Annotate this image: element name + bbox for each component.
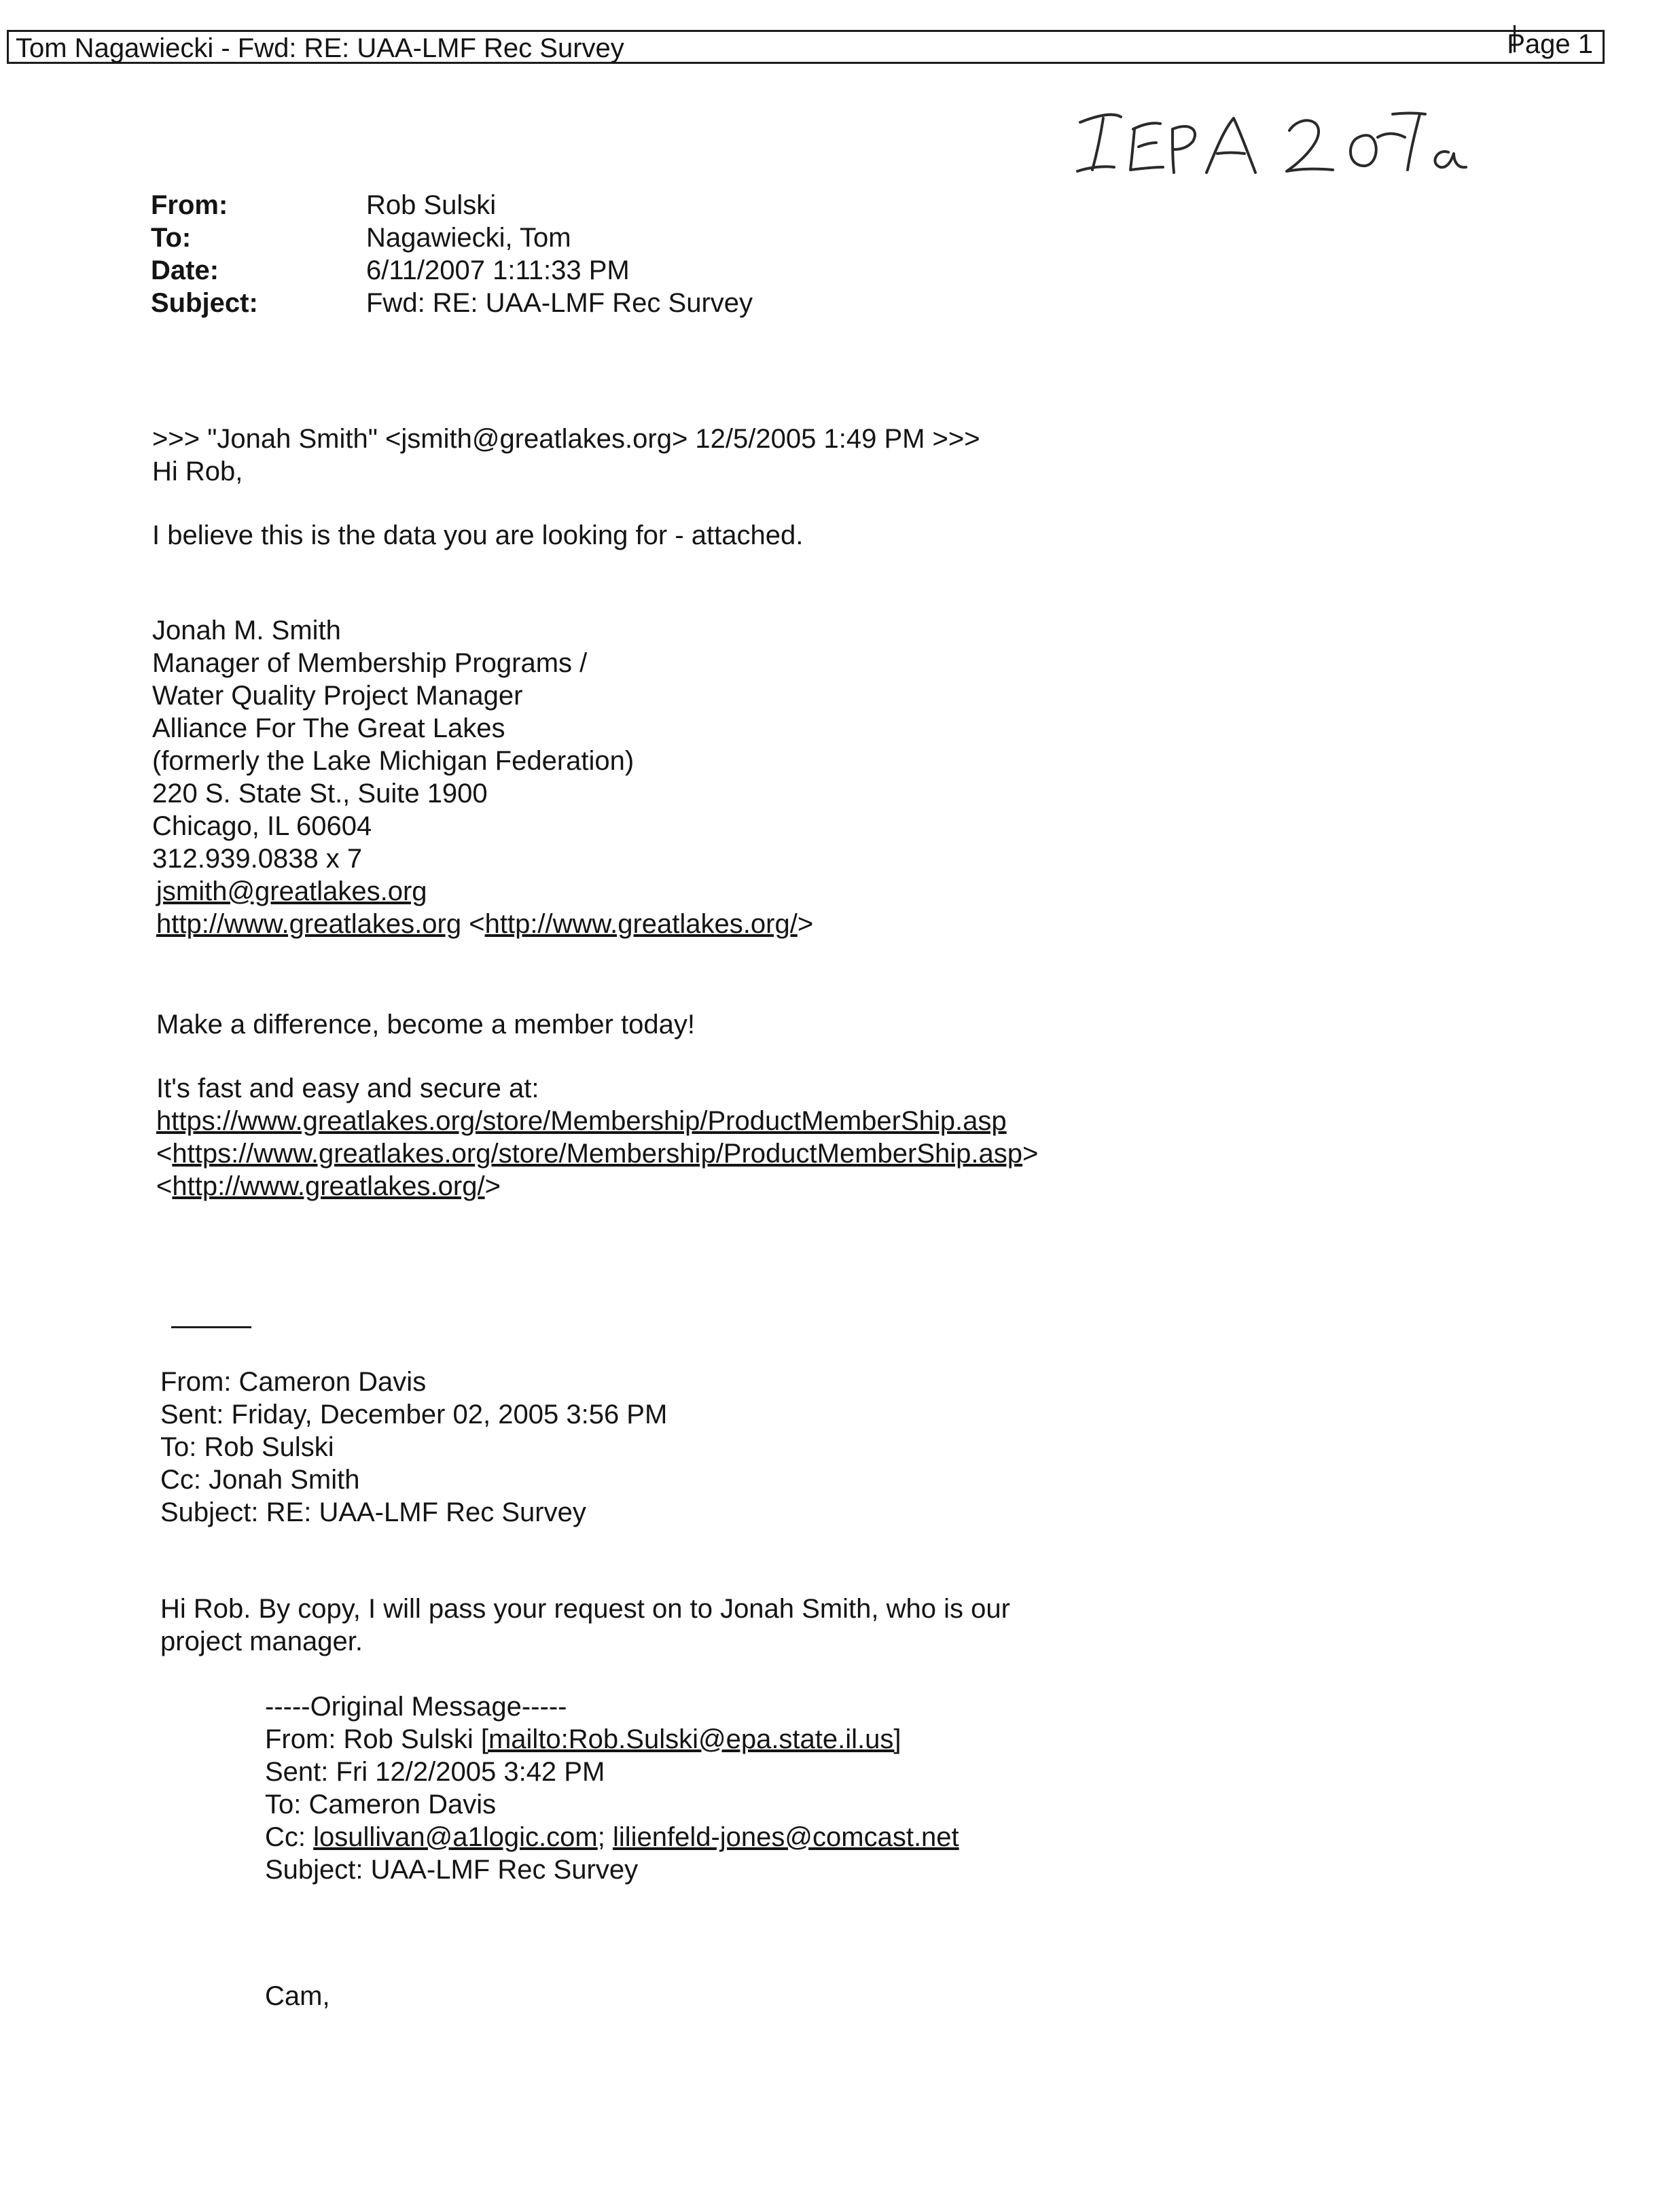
separator-line <box>171 1326 251 1328</box>
membership-link[interactable]: https://www.greatlakes.org/store/Membership/ProductMemberShip.asp <box>156 1106 1007 1136</box>
original-subject: Subject: UAA-LMF Rec Survey <box>265 1855 639 1885</box>
subject-label: Subject: <box>151 288 258 318</box>
bracket-open: < <box>156 1171 173 1201</box>
original-from <box>265 1723 901 1756</box>
header-title: Tom Nagawiecki - Fwd: RE: UAA-LMF Rec Survey <box>16 33 624 63</box>
promo-line-2: It's fast and easy and secure at: <box>156 1073 539 1103</box>
bracket-close: > <box>1022 1139 1039 1169</box>
from-value: Rob Sulski <box>366 190 497 220</box>
cc-email-link-2[interactable]: lilienfeld-jones@comcast.net <box>612 1822 959 1852</box>
signature-name: Jonah M. Smith <box>152 616 341 645</box>
original-sent: Sent: Fri 12/2/2005 3:42 PM <box>265 1757 605 1787</box>
bracket-open: < <box>461 909 485 939</box>
svg-text:IEPA 2007a: IEPA 2007a <box>1073 102 1077 103</box>
subject-value: Fwd: RE: UAA-LMF Rec Survey <box>366 288 753 318</box>
quoted-body-line-2: project manager. <box>160 1627 363 1656</box>
to-value: Nagawiecki, Tom <box>366 223 571 253</box>
handwritten-annotation <box>1073 102 1467 177</box>
website-link-line <box>156 1170 501 1203</box>
header-bar <box>7 30 1605 64</box>
from-label: From: <box>151 190 228 220</box>
message-body: I believe this is the data you are looking for - attached. <box>152 520 804 550</box>
signature-phone: 312.939.0838 x 7 <box>152 844 363 874</box>
cc-email-link-1[interactable]: losullivan@a1logic.com <box>313 1822 598 1852</box>
original-greeting: Cam, <box>265 1981 330 2011</box>
mailto-link[interactable]: [mailto:Rob.Sulski@epa.state.il.us] <box>480 1724 901 1754</box>
original-cc <box>265 1821 959 1853</box>
membership-link-2[interactable]: https://www.greatlakes.org/store/Membership/ProductMemberShip.asp <box>172 1139 1023 1169</box>
signature-title-2: Water Quality Project Manager <box>152 681 523 711</box>
greeting: Hi Rob, <box>152 457 243 486</box>
from-prefix: From: Rob Sulski <box>265 1724 481 1754</box>
quoted-body-line-1: Hi Rob. By copy, I will pass your request on to Jonah Smith, who is our <box>160 1594 1010 1624</box>
quoted-sent: Sent: Friday, December 02, 2005 3:56 PM <box>160 1400 668 1429</box>
to-label: To: <box>151 223 192 253</box>
signature-address-2: Chicago, IL 60604 <box>152 811 372 841</box>
membership-link-line <box>156 1137 1038 1170</box>
signature-former-name: (formerly the Lake Michigan Federation) <box>152 746 635 776</box>
cc-separator: ; <box>597 1822 613 1852</box>
website-link-2[interactable]: http://www.greatlakes.org/ <box>484 909 798 939</box>
quoted-to: To: Rob Sulski <box>160 1432 334 1462</box>
original-to: To: Cameron Davis <box>265 1790 497 1819</box>
signature-title-1: Manager of Membership Programs / <box>152 648 588 678</box>
promo-line-1: Make a difference, become a member today! <box>156 1010 696 1040</box>
bracket-open: < <box>156 1139 173 1169</box>
date-label: Date: <box>151 255 219 285</box>
signature-web-line <box>156 908 813 940</box>
signature-address-1: 220 S. State St., Suite 1900 <box>152 779 488 809</box>
bracket-close: > <box>797 909 814 939</box>
cc-prefix: Cc: <box>265 1822 314 1852</box>
date-value: 6/11/2007 1:11:33 PM <box>366 255 630 285</box>
signature-org: Alliance For The Great Lakes <box>152 713 505 743</box>
signature-email-link[interactable]: jsmith@greatlakes.org <box>156 876 427 906</box>
quoted-subject: Subject: RE: UAA-LMF Rec Survey <box>160 1497 586 1527</box>
page-number-label: Page 1 <box>1507 29 1593 59</box>
website-link[interactable]: http://www.greatlakes.org <box>156 909 462 939</box>
original-message-marker: -----Original Message----- <box>265 1692 567 1722</box>
website-link-3[interactable]: http://www.greatlakes.org/ <box>172 1171 485 1201</box>
quoted-cc: Cc: Jonah Smith <box>160 1465 360 1495</box>
bracket-close: > <box>484 1171 501 1201</box>
quoted-from: From: Cameron Davis <box>160 1367 427 1397</box>
forward-header: >>> "Jonah Smith" <jsmith@greatlakes.org> 12/5/2005 1:49 PM >>> <box>152 424 980 454</box>
